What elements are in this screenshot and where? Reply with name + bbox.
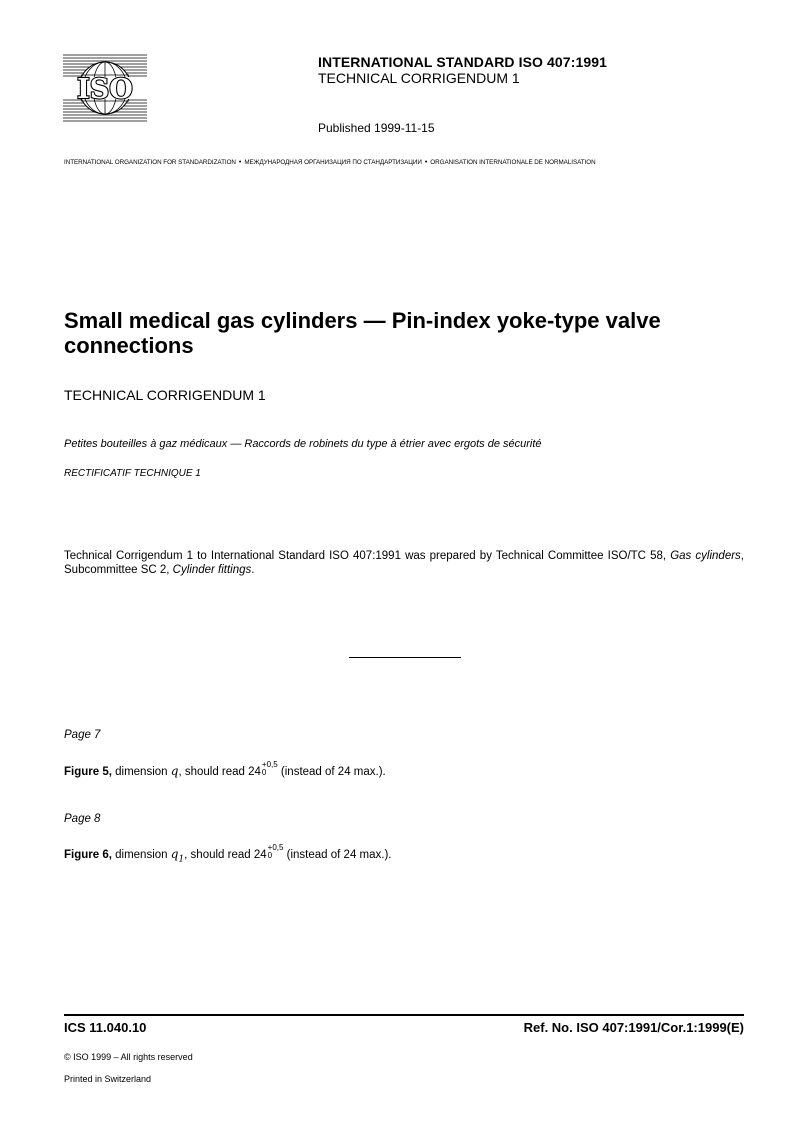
page-label: Page 7 [64, 729, 101, 741]
standard-subtitle: TECHNICAL CORRIGENDUM 1 [318, 70, 520, 86]
figure-ref: Figure 5, [64, 766, 112, 779]
printed-location: Printed in Switzerland [64, 1074, 152, 1084]
correction-item: Figure 5, dimension q, should read 24 +0,5 0 (instead of 24 max.). [64, 760, 386, 779]
figure-ref: Figure 6, [64, 849, 112, 862]
org-name-ru: МЕЖДУНАРОДНАЯ ОРГАНИЗАЦИЯ ПО СТАНДАРТИЗАЦИИ [244, 159, 422, 166]
published-date: Published 1999-11-15 [318, 121, 435, 135]
standard-title: INTERNATIONAL STANDARD ISO 407:1991 [318, 54, 607, 70]
separator-line [349, 657, 461, 658]
dimension-variable: q [170, 764, 179, 779]
org-separator: • [424, 159, 428, 166]
ics-code: ICS 11.040.10 [64, 1020, 147, 1035]
correction-item: Figure 6, dimension $q_1$, should read 24 +0,5 0 (instead of 24 max.). [64, 843, 392, 865]
tolerance: +0,5 0 [261, 760, 278, 777]
tolerance: +0,5 0 [267, 843, 284, 860]
org-separator: • [238, 159, 242, 166]
french-title: Petites bouteilles à gaz médicaux — Raccords de robinets du type à étrier avec ergots de sécurité [64, 438, 542, 450]
organization-line [64, 159, 744, 166]
document-title: Small medical gas cylinders — Pin-index yoke-type valve connections [64, 308, 661, 358]
preparation-paragraph: Technical Corrigendum 1 to International Standard ISO 407:1991 was prepared by Technical Committee ISO/TC 58, Gas cylinders, Subcommittee SC 2, Cylinder fittings. [64, 550, 744, 576]
corrigendum-label: TECHNICAL CORRIGENDUM 1 [64, 387, 266, 403]
french-corrigendum-label: RECTIFICATIF TECHNIQUE 1 [64, 468, 201, 479]
iso-logo [63, 53, 147, 123]
committee-name: Gas cylinders [670, 550, 741, 562]
page-label: Page 8 [64, 813, 101, 825]
subcommittee-name: Cylinder fittings [172, 564, 252, 576]
iso-logo-text: ISO [77, 74, 133, 105]
copyright: © ISO 1999 – All rights reserved [64, 1052, 193, 1062]
org-name-fr: ORGANISATION INTERNATIONALE DE NORMALISATION [430, 159, 596, 166]
footer-rule [64, 1014, 744, 1016]
dimension-subscript: 1 [178, 854, 185, 865]
dimension-variable: q [170, 847, 179, 862]
reference-number: Ref. No. ISO 407:1991/Cor.1:1999(E) [523, 1020, 744, 1035]
org-name-en: INTERNATIONAL ORGANIZATION FOR STANDARDIZATION [64, 159, 236, 166]
